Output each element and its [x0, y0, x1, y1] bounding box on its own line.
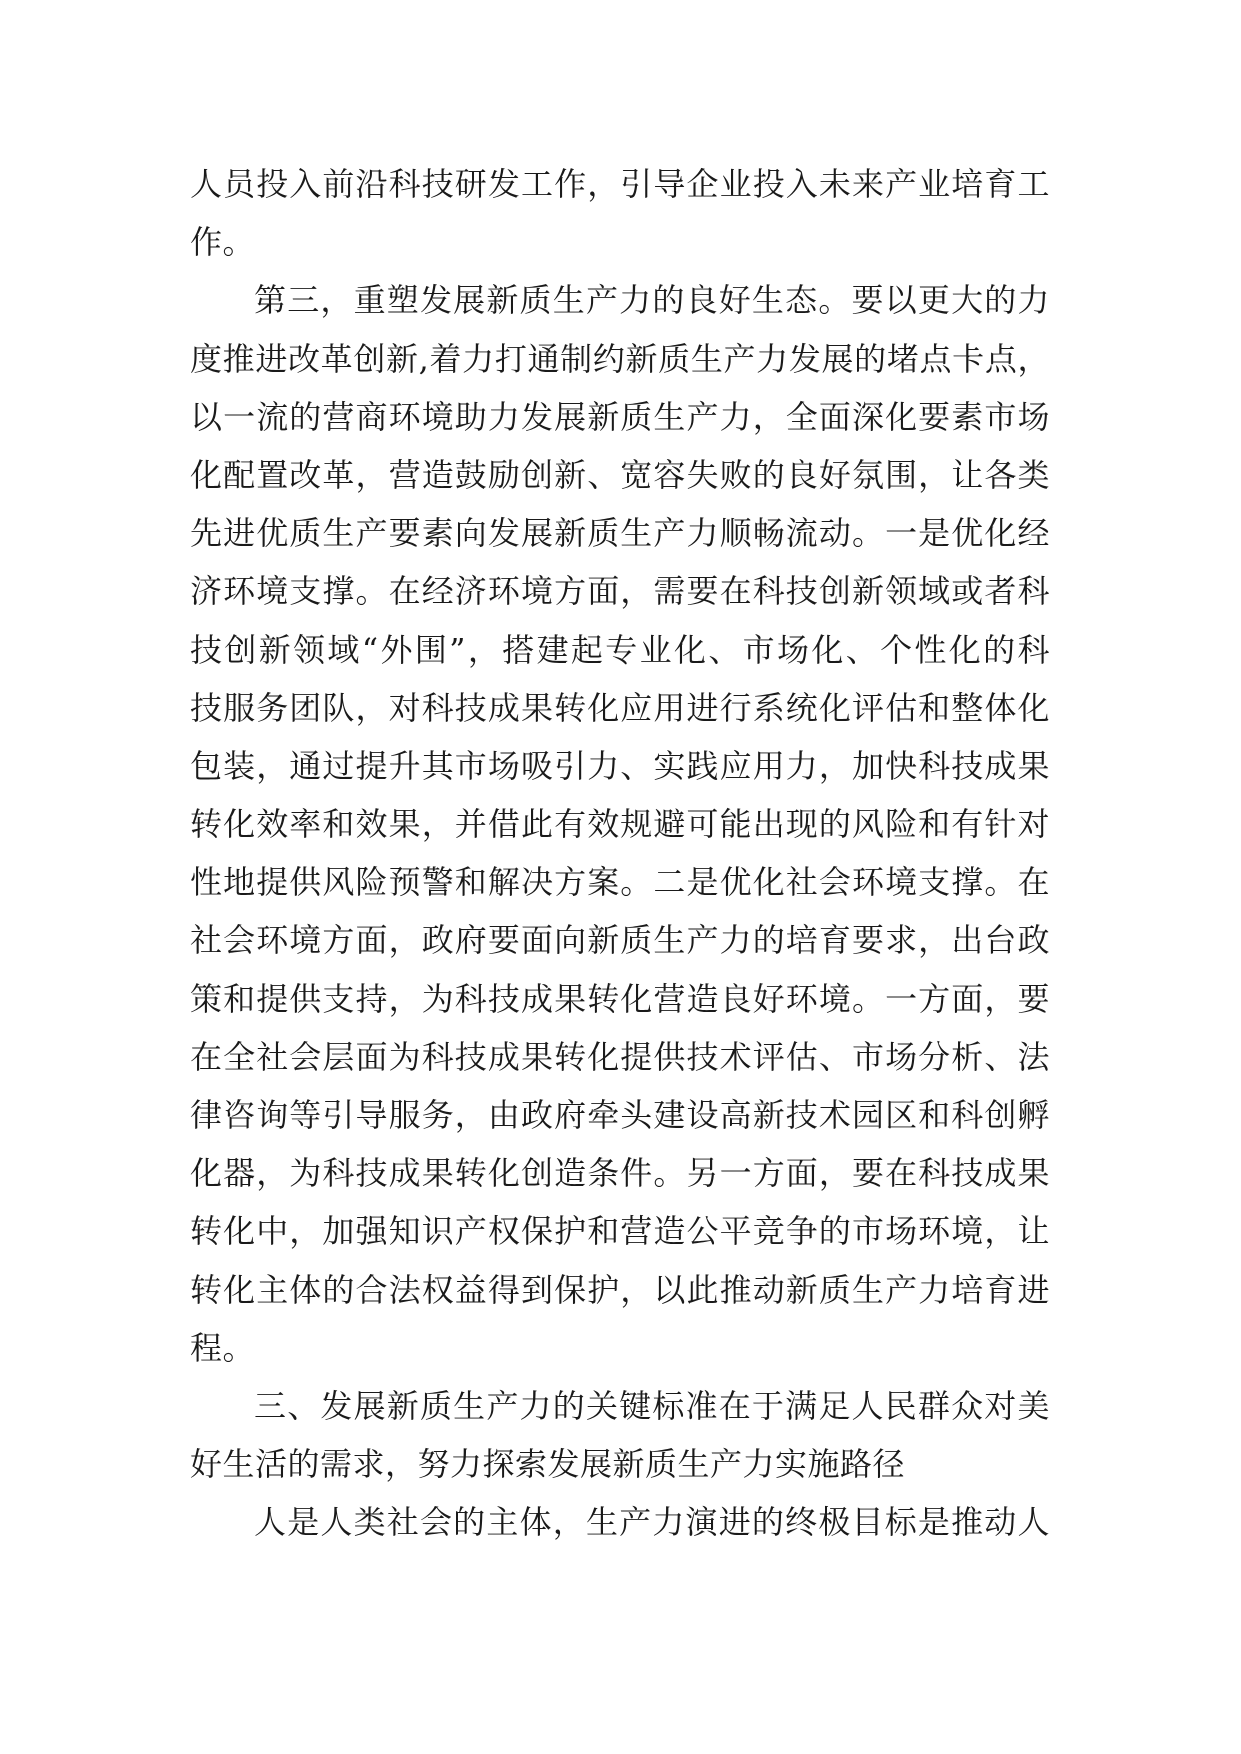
text-line: 转化主体的合法权益得到保护，以此推动新质生产力培育进 [190, 1270, 1050, 1309]
text-line: 包装，通过提升其市场吸引力、实践应用力，加快科技成果 [190, 746, 1050, 785]
text-line: 人是人类社会的主体，生产力演进的终极目标是推动人 [254, 1503, 1050, 1542]
text-line: 化器，为科技成果转化创造条件。另一方面，要在科技成果 [190, 1154, 1050, 1193]
text-line: 性地提供风险预警和解决方案。二是优化社会环境支撑。在 [190, 863, 1050, 902]
text-line: 度推进改革创新,着力打通制约新质生产力发展的堵点卡点， [190, 339, 1050, 378]
text-line: 以一流的营商环境助力发展新质生产力，全面深化要素市场 [190, 397, 1050, 436]
text-line: 好生活的需求，努力探索发展新质生产力实施路径 [190, 1445, 906, 1484]
text-line: 策和提供支持，为科技成果转化营造良好环境。一方面，要 [190, 979, 1050, 1018]
text-line: 技服务团队，对科技成果转化应用进行系统化评估和整体化 [190, 688, 1050, 727]
text-line: 律咨询等引导服务，由政府牵头建设高新技术园区和科创孵 [190, 1096, 1050, 1134]
text-line: 化配置改革，营造鼓励创新、宽容失败的良好氛围，让各类 [190, 455, 1050, 494]
text-line: 济环境支撑。在经济环境方面，需要在科技创新领域或者科 [190, 572, 1050, 611]
text-line: 在全社会层面为科技成果转化提供技术评估、市场分析、法 [190, 1037, 1050, 1076]
text-line: 转化中，加强知识产权保护和营造公平竞争的市场环境，让 [190, 1212, 1050, 1251]
text-line: 三、发展新质生产力的关键标准在于满足人民群众对美 [254, 1386, 1050, 1425]
text-line: 第三，重塑发展新质生产力的良好生态。要以更大的力 [254, 281, 1050, 320]
text-line: 技创新领域“外围”，搭建起专业化、市场化、个性化的科 [190, 630, 1050, 669]
text-line: 先进优质生产要素向发展新质生产力顺畅流动。一是优化经 [190, 514, 1050, 553]
text-line: 转化效率和效果，并借此有效规避可能出现的风险和有针对 [190, 805, 1050, 844]
text-line: 人员投入前沿科技研发工作，引导企业投入未来产业培育工 [190, 165, 1050, 203]
document-body [190, 155, 1050, 1552]
text-line: 作。 [190, 223, 256, 262]
text-line: 程。 [190, 1328, 256, 1367]
text-line: 社会环境方面，政府要面向新质生产力的培育要求，出台政 [190, 921, 1050, 960]
